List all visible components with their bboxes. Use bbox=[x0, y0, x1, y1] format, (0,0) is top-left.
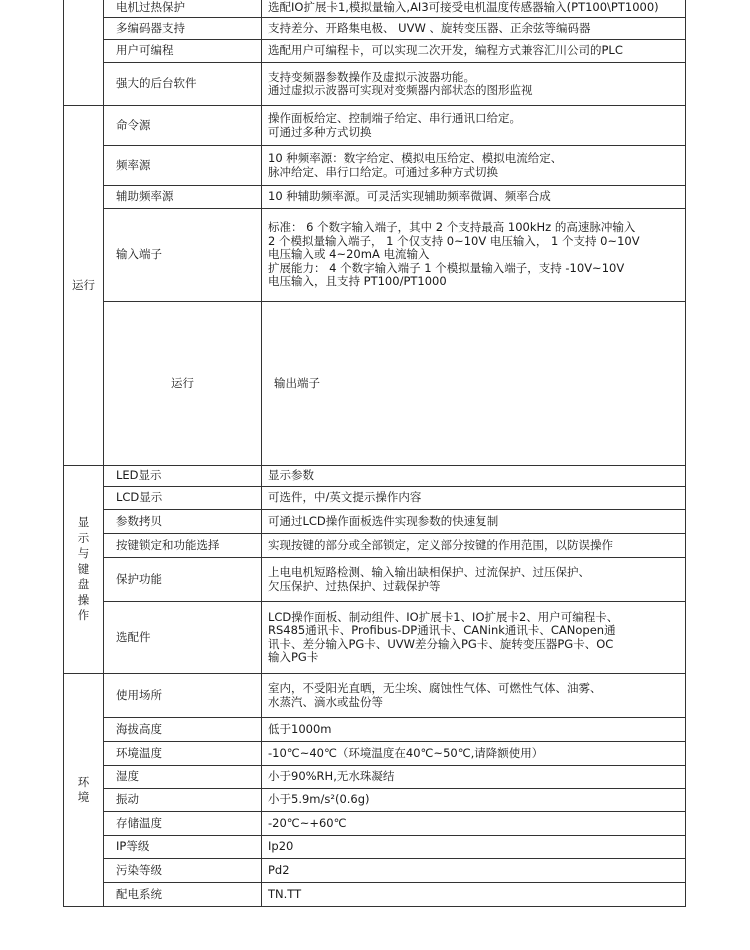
item-label: 多编码器支持 bbox=[104, 18, 262, 40]
item-label: IP等级 bbox=[104, 836, 262, 859]
item-label: 按键锁定和功能选择 bbox=[104, 534, 262, 558]
table-row bbox=[64, 106, 686, 146]
item-label: 强大的后台软件 bbox=[104, 63, 262, 106]
table-row bbox=[64, 18, 686, 40]
item-description: -10℃~40℃（环境温度在40℃~50℃,请降额使用） bbox=[262, 742, 686, 766]
table-row bbox=[64, 209, 686, 302]
table-row bbox=[64, 146, 686, 186]
item-label: LED显示 bbox=[104, 466, 262, 487]
table-row bbox=[64, 302, 686, 466]
category-cell-top bbox=[64, 0, 104, 106]
item-description: 小于5.9m/s²(0.6g) bbox=[262, 789, 686, 812]
table-row bbox=[64, 883, 686, 907]
item-label: 选配件 bbox=[104, 602, 262, 674]
item-label: 保护功能 bbox=[104, 558, 262, 602]
item-label: 海拔高度 bbox=[104, 718, 262, 742]
item-description: 上电电机短路检测、输入输出缺相保护、过流保护、过压保护、 欠压保护、过热保护、过载保护等 bbox=[262, 558, 686, 602]
category-cell-display: 显 示 与 键 盘 操 作 bbox=[64, 466, 104, 674]
item-description: Ip20 bbox=[262, 836, 686, 859]
item-description: 10 种频率源：数字给定、模拟电压给定、模拟电流给定、 脉冲给定、串行口给定。可通过多种方式切换 bbox=[262, 146, 686, 186]
item-description: 支持变频器参数操作及虚拟示波器功能。 通过虚拟示波器可实现对变频器内部状态的图形监视 bbox=[262, 63, 686, 106]
item-label: 使用场所 bbox=[104, 674, 262, 718]
table-row bbox=[64, 859, 686, 883]
item-description: 小于90%RH,无水珠凝结 bbox=[262, 766, 686, 789]
item-label: 环境温度 bbox=[104, 742, 262, 766]
category-cell-run-output: 运行 bbox=[104, 302, 262, 466]
item-label: 存储温度 bbox=[104, 812, 262, 836]
item-label: 用户可编程 bbox=[104, 40, 262, 63]
table-row bbox=[64, 510, 686, 534]
item-description: 显示参数 bbox=[262, 466, 686, 487]
table-row bbox=[64, 789, 686, 812]
item-label: 电机过热保护 bbox=[104, 0, 262, 18]
category-cell-env: 环 境 bbox=[64, 674, 104, 907]
item-description: 10 种辅助频率源。可灵活实现辅助频率微调、频率合成 bbox=[262, 186, 686, 209]
table-row bbox=[64, 40, 686, 63]
table-row bbox=[64, 836, 686, 859]
table-row bbox=[64, 0, 686, 18]
table-row bbox=[64, 674, 686, 718]
category-cell-run: 运行 bbox=[64, 106, 104, 466]
item-label: 输入端子 bbox=[104, 209, 262, 302]
item-description: 室内，不受阳光直晒，无尘埃、腐蚀性气体、可燃性气体、油雾、 水蒸汽、滴水或盐份等 bbox=[262, 674, 686, 718]
item-description: 可选件，中/英文提示操作内容 bbox=[262, 487, 686, 510]
table-row bbox=[64, 766, 686, 789]
table-row bbox=[64, 186, 686, 209]
item-description: 低于1000m bbox=[262, 718, 686, 742]
item-description: LCD操作面板、制动组件、IO扩展卡1、IO扩展卡2、用户可编程卡、 RS485通讯卡、Profibus-DP通讯卡、CANink通讯卡、CANopen通 讯卡、差分输入PG卡、UVW差分输入PG卡、旋转变压器PG卡、OC 输入PG卡 bbox=[262, 602, 686, 674]
item-description: 选配用户可编程卡，可以实现二次开发，编程方式兼容汇川公司的PLC bbox=[262, 40, 686, 63]
item-description: TN.TT bbox=[262, 883, 686, 907]
table-row bbox=[64, 742, 686, 766]
item-label: 湿度 bbox=[104, 766, 262, 789]
item-description: 可通过LCD操作面板选件实现参数的快速复制 bbox=[262, 510, 686, 534]
item-description: 选配IO扩展卡1,模拟量输入,AI3可接受电机温度传感器输入(PT100\PT1000) bbox=[262, 0, 686, 18]
table-row bbox=[64, 602, 686, 674]
item-label: 命令源 bbox=[104, 106, 262, 146]
table-row bbox=[64, 534, 686, 558]
spec-table bbox=[63, 0, 686, 907]
item-description: 实现按键的部分或全部锁定，定义部分按键的作用范围，以防误操作 bbox=[262, 534, 686, 558]
item-description: 操作面板给定、控制端子给定、串行通讯口给定。 可通过多种方式切换 bbox=[262, 106, 686, 146]
item-label: 振动 bbox=[104, 789, 262, 812]
item-label: 频率源 bbox=[104, 146, 262, 186]
table-row bbox=[64, 63, 686, 106]
table-row bbox=[64, 487, 686, 510]
item-description: Pd2 bbox=[262, 859, 686, 883]
item-label: 辅助频率源 bbox=[104, 186, 262, 209]
table-row bbox=[64, 812, 686, 836]
item-label: 参数拷贝 bbox=[104, 510, 262, 534]
table-row bbox=[64, 466, 686, 487]
item-label: 配电系统 bbox=[104, 883, 262, 907]
table-row bbox=[64, 558, 686, 602]
item-description: 支持差分、开路集电极、 UVW 、旋转变压器、正余弦等编码器 bbox=[262, 18, 686, 40]
item-label: 污染等级 bbox=[104, 859, 262, 883]
item-label: LCD显示 bbox=[104, 487, 262, 510]
table-row bbox=[64, 718, 686, 742]
item-description: -20℃~+60℃ bbox=[262, 812, 686, 836]
item-description: 标准： 6 个数字输入端子，其中 2 个支持最高 100kHz 的高速脉冲输入 2 个模拟量输入端子， 1 个仅支持 0~10V 电压输入， 1 个支持 0~10V 电压输入或 4~20mA 电流输入 扩展能力： 4 个数字输入端子 1 个模拟量输入端子，支持 -10V~10V 电压输入，且支持 PT100/PT1000 bbox=[262, 209, 686, 302]
item-label: 输出端子 bbox=[262, 302, 686, 466]
